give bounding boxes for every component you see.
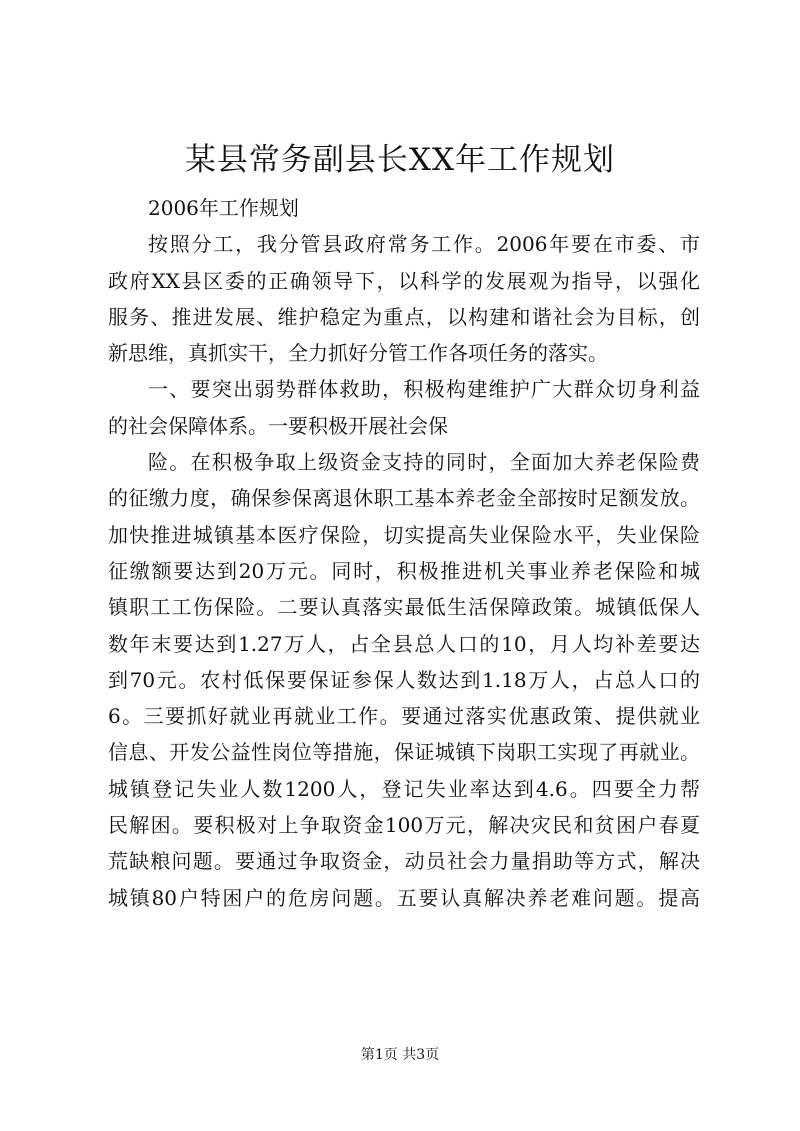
paragraph-line: 新思维，真抓实干，全力抓好分管工作各项任务的落实。 (108, 341, 608, 366)
paragraph-line: 加快推进城镇基本医疗保险，切实提高失业保险水平，失业保险 (108, 522, 700, 547)
page-number-footer: 第1页 共3页 (360, 1047, 440, 1063)
paragraph-line: 民解困。要积极对上争取资金100万元，解决灾民和贫困户春夏 (108, 813, 700, 838)
paragraph-line: 的征缴力度，确保参保离退休职工基本养老金全部按时足额发放。 (108, 486, 700, 511)
document-title: 某县常务副县长XX年工作规划 (184, 142, 616, 178)
subheading-line: 2006年工作规划 (148, 196, 299, 220)
paragraph-line: 服务、推进发展、维护稳定为重点，以构建和谐社会为目标，创 (108, 304, 700, 329)
paragraph-line: 城镇登记失业人数1200人，登记失业率达到4.6。四要全力帮 (108, 776, 700, 801)
paragraph-line: 一、要突出弱势群体救助，积极构建维护广大群众切身利益 (148, 377, 700, 402)
paragraph-line: 险。在积极争取上级资金支持的同时，全面加大养老保险费 (148, 450, 700, 475)
paragraph-line: 镇职工工伤保险。二要认真落实最低生活保障政策。城镇低保人 (108, 595, 700, 620)
paragraph-line: 信息、开发公益性岗位等措施，保证城镇下岗职工实现了再就业。 (108, 740, 700, 765)
paragraph-line: 城镇80户特困户的危房问题。五要认真解决养老难问题。提高 (108, 885, 700, 910)
paragraph-line: 政府XX县区委的正确领导下，以科学的发展观为指导，以强化 (108, 268, 700, 293)
document-body (108, 190, 700, 916)
paragraph-line: 6。三要抓好就业再就业工作。要通过落实优惠政策、提供就业 (108, 704, 700, 729)
paragraph-line: 的社会保障体系。一要积极开展社会保 (108, 413, 448, 438)
paragraph-line: 征缴额要达到20万元。同时，积极推进机关事业养老保险和城 (108, 558, 700, 583)
paragraph-line: 数年末要达到1.27万人，占全县总人口的10，月人均补差要达 (108, 631, 700, 656)
paragraph-line: 按照分工，我分管县政府常务工作。2006年要在市委、市 (148, 232, 700, 257)
paragraph-line: 到70元。农村低保要保证参保人数达到1.18万人，占总人口的 (108, 667, 700, 692)
paragraph-line: 荒缺粮问题。要通过争取资金，动员社会力量捐助等方式，解决 (108, 849, 700, 874)
